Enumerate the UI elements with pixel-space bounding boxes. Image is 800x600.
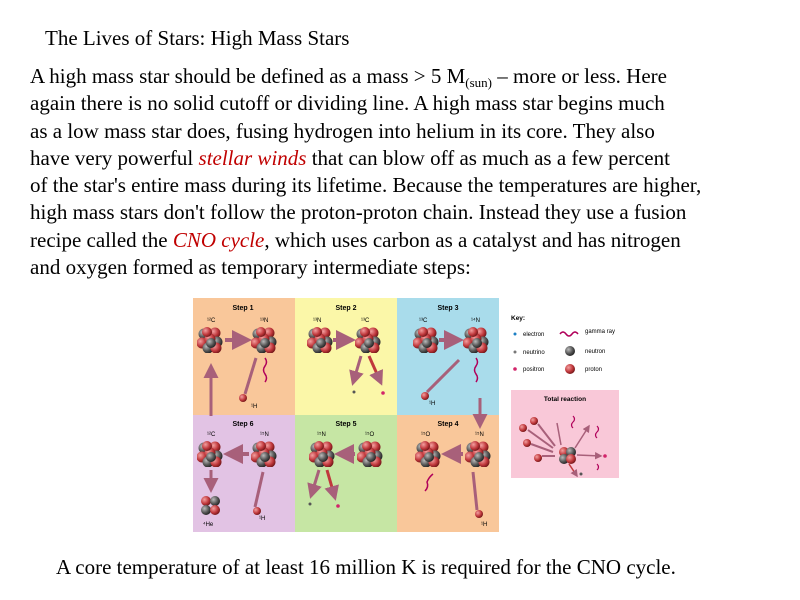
legend-title: Key: [511,315,526,322]
step-5-label: Step 5 [335,421,357,428]
positron-icon [381,391,385,395]
stellar-winds-term: stellar winds [198,145,307,170]
legend-label: neutron [585,349,606,355]
proton-icon [253,507,261,515]
nucleus-label: ¹³N [313,318,322,324]
legend-label: neutrino [523,350,545,356]
step-2-panel [295,298,397,415]
paragraph-line [30,63,798,90]
neutrino-icon [309,503,312,506]
text-run: , which uses carbon as a catalyst and has nitrogen [264,227,681,252]
paragraph-line [30,227,798,254]
proton-icon [565,364,575,374]
paragraph-line: high mass stars don't follow the proton-proton chain. Instead they use a fusion [30,200,687,225]
step-4-label: Step 4 [437,421,459,428]
step-4-panel [397,415,499,532]
step-1-panel [193,298,295,415]
nucleus-label: ¹²C [207,432,216,438]
text-run: have very powerful [30,145,199,170]
slide-caption: A core temperature of at least 16 million K is required for the CNO cycle. [56,555,676,579]
nucleus-label: ¹⁴N [471,318,480,324]
nucleus-label: ¹⁵O [421,432,431,438]
step-5-panel [295,415,397,532]
gamma-ray-icon [560,332,578,336]
step-3-label: Step 3 [437,305,459,312]
subscript: (sun) [465,75,493,90]
neutrino-icon [353,391,356,394]
neutrino-icon [514,351,517,354]
particle-label: ¹H [259,516,266,522]
nucleus-label: ¹³C [361,318,370,324]
nucleus-label: ¹²C [207,318,216,324]
nucleus-label: ¹⁵O [365,432,375,438]
nucleus-label: ¹⁵N [260,432,269,438]
step-6-panel [193,415,295,532]
nucleus-label: ¹⁵N [475,432,484,438]
particle-label: ¹H [251,404,258,410]
step-2-label: Step 2 [335,305,357,312]
positron-icon [513,367,517,371]
cno-cycle-diagram [193,298,623,539]
paragraph-line [30,145,798,172]
paragraph-line: of the star's entire mass during its lifetime. Because the temperatures are higher, [30,173,702,198]
nucleus-label: ¹³C [419,318,428,324]
text-run: – more or less. Here [492,64,667,88]
total-reaction-label: Total reaction [543,396,587,403]
legend [511,315,615,374]
step-1-label: Step 1 [232,305,254,312]
legend-label: gamma ray [585,329,616,335]
paragraph-line: again there is no solid cutoff or dividing line. A high mass star begins much [30,91,665,116]
step-6-label: Step 6 [232,421,254,428]
particle-label: ¹H [481,522,488,528]
legend-label: proton [585,367,603,373]
proton-icon [239,394,247,402]
electron-icon [514,333,517,336]
legend-label: positron [523,367,545,373]
text-run: that can blow off as much as a few percent [306,145,670,170]
body-paragraph [30,63,798,281]
step-3-panel [397,298,499,415]
particle-label: ⁴He [203,522,214,528]
paragraph-line: and oxygen formed as temporary intermediate steps: [30,255,471,280]
slide-title: The Lives of Stars: High Mass Stars [45,26,350,50]
nucleus-label: ¹³N [260,318,269,324]
legend-label: electron [523,332,545,338]
nucleus-label: ¹⁵N [317,432,326,438]
text-run: recipe called the [30,227,173,252]
text-run: A high mass star should be defined as a mass > 5 M [30,64,466,88]
proton-icon [475,510,483,518]
positron-icon [336,504,340,508]
paragraph-line: as a low mass star does, fusing hydrogen into helium in its core. They also [30,118,655,143]
neutron-icon [565,346,575,356]
total-reaction-panel [511,390,619,478]
particle-label: ¹H [429,401,436,407]
cno-cycle-term: CNO cycle [172,227,265,252]
proton-icon [421,392,429,400]
